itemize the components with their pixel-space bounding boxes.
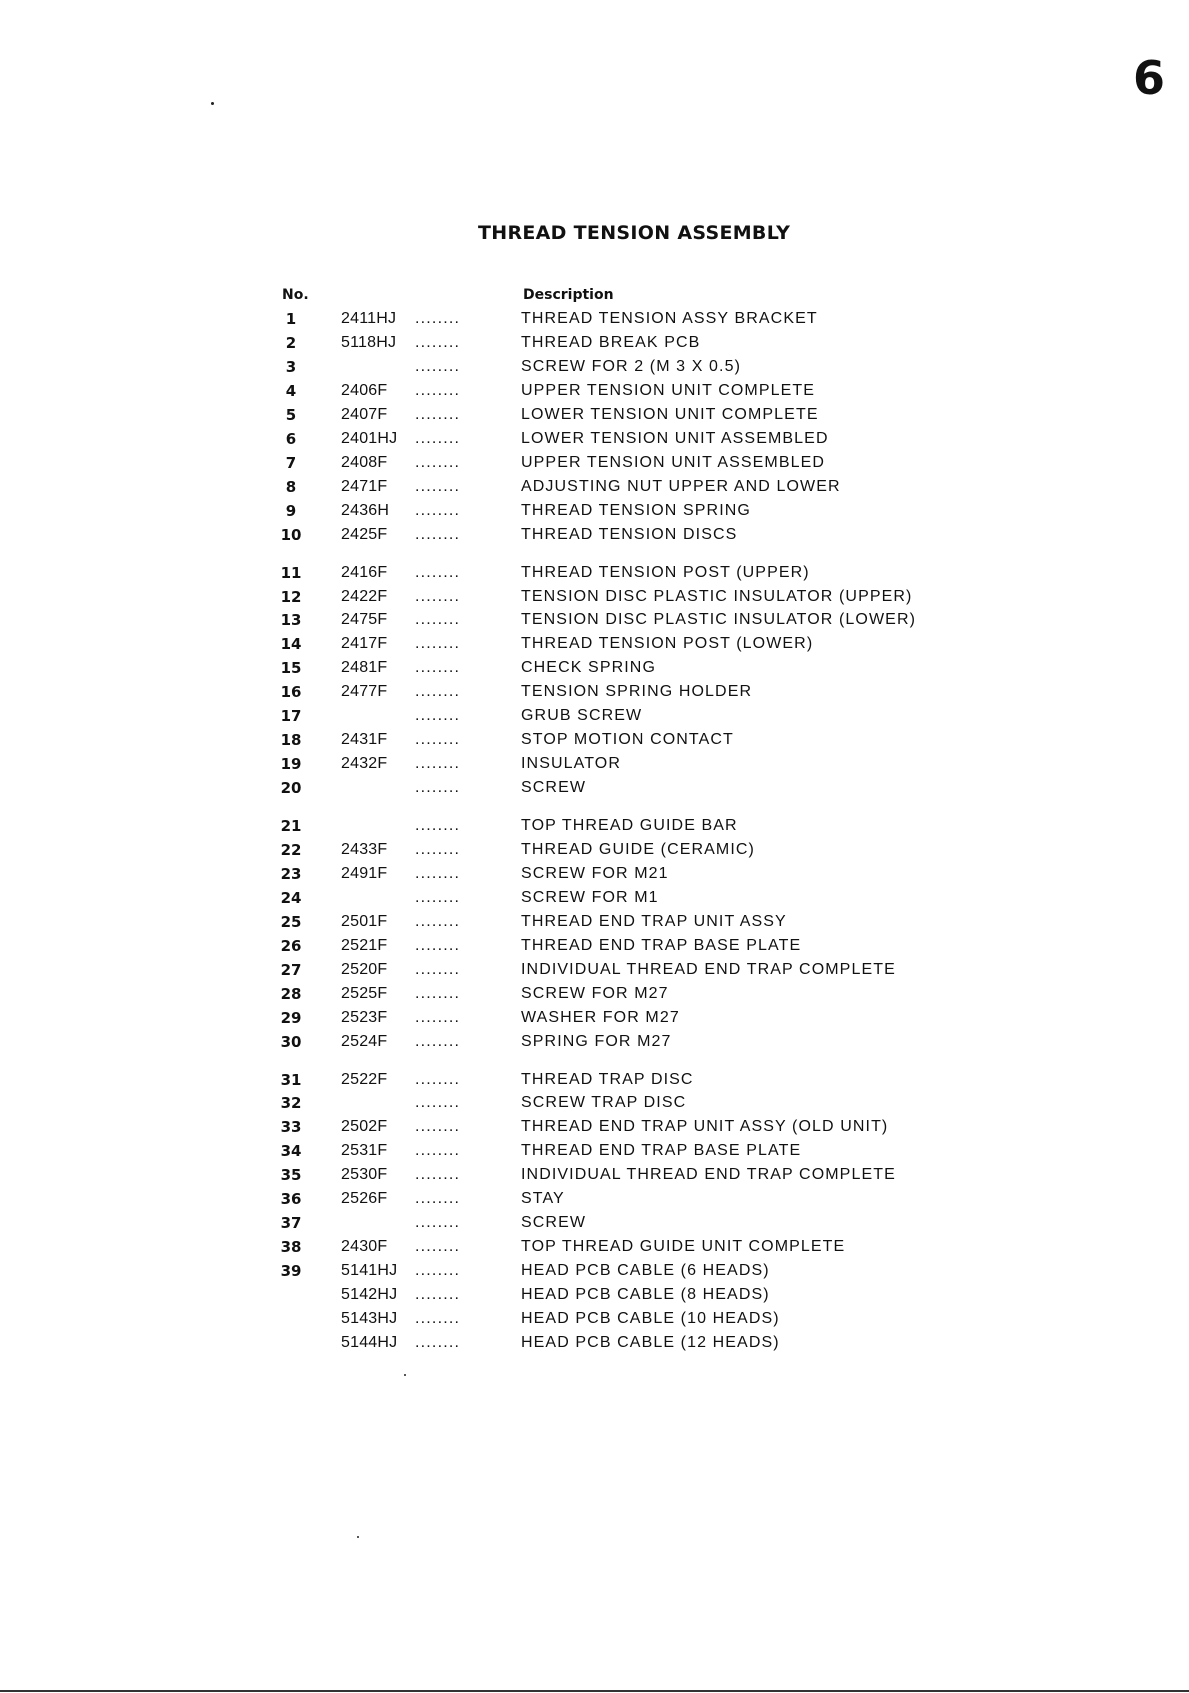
part-number: 2523F — [341, 1008, 388, 1026]
table-row — [0, 838, 1189, 862]
table-row — [0, 656, 1189, 680]
leader-dots: ........ — [415, 1214, 461, 1232]
part-description: TOP THREAD GUIDE UNIT COMPLETE — [521, 1238, 846, 1256]
item-number: 15 — [280, 659, 302, 678]
table-row — [0, 814, 1189, 838]
leader-dots: ........ — [415, 659, 461, 677]
leader-dots: ........ — [415, 453, 461, 471]
table-row — [0, 776, 1189, 800]
leader-dots: ........ — [415, 1032, 461, 1050]
table-row — [0, 1211, 1189, 1235]
part-number: 2416F — [341, 563, 388, 581]
part-description: THREAD TENSION POST (LOWER) — [521, 635, 814, 653]
item-number: 1 — [285, 310, 297, 328]
item-number: 2 — [285, 333, 297, 352]
item-number: 19 — [280, 755, 302, 774]
leader-dots: ........ — [415, 817, 461, 834]
table-row — [0, 427, 1189, 451]
leader-dots: ........ — [415, 1142, 461, 1160]
leader-dots: ........ — [415, 381, 461, 399]
leader-dots: ........ — [415, 912, 461, 930]
part-description: LOWER TENSION UNIT ASSEMBLED — [521, 429, 829, 447]
leader-dots: ........ — [415, 357, 461, 375]
table-row — [0, 982, 1189, 1006]
table-row — [0, 379, 1189, 403]
part-description: THREAD END TRAP UNIT ASSY — [521, 912, 787, 930]
column-header-no: No. — [282, 287, 309, 303]
part-number: 2481F — [341, 659, 388, 677]
leader-dots: ........ — [415, 707, 461, 725]
bottom-rule — [0, 1690, 1189, 1692]
item-number: 36 — [280, 1190, 302, 1209]
leader-dots: ........ — [415, 984, 461, 1002]
item-number: 25 — [280, 912, 302, 931]
part-description: HEAD PCB CABLE (8 HEADS) — [521, 1286, 770, 1303]
part-description: SCREW — [521, 1214, 587, 1232]
part-description: WASHER FOR M27 — [521, 1008, 680, 1026]
leader-dots: ........ — [415, 1070, 461, 1088]
table-row — [0, 307, 1189, 331]
part-description: THREAD TRAP DISC — [521, 1070, 694, 1088]
part-description: HEAD PCB CABLE (12 HEADS) — [521, 1333, 780, 1351]
item-number: 6 — [285, 429, 297, 448]
item-number: 26 — [280, 936, 302, 955]
item-number: 37 — [280, 1214, 302, 1233]
item-number: 32 — [280, 1094, 302, 1113]
leader-dots: ........ — [415, 525, 461, 543]
item-number: 22 — [280, 841, 302, 859]
item-number: 28 — [280, 984, 302, 1003]
table-row — [0, 1331, 1189, 1355]
table-row — [0, 585, 1189, 609]
table-row — [0, 1163, 1189, 1187]
item-number: 14 — [280, 635, 302, 654]
item-number: 13 — [280, 611, 302, 630]
part-number: 2408F — [341, 453, 388, 471]
leader-dots: ........ — [415, 731, 461, 749]
leader-dots: ........ — [415, 1008, 461, 1026]
leader-dots: ........ — [415, 333, 461, 351]
leader-dots: ........ — [415, 683, 461, 701]
part-number: 5141HJ — [341, 1262, 398, 1280]
leader-dots: ........ — [415, 936, 461, 954]
item-number: 21 — [280, 817, 302, 835]
part-description: CHECK SPRING — [521, 659, 656, 677]
part-description: STAY — [521, 1190, 565, 1208]
part-number: 2475F — [341, 611, 388, 629]
table-row — [0, 331, 1189, 355]
part-number: 5142HJ — [341, 1286, 398, 1303]
leader-dots: ........ — [415, 477, 461, 495]
table-row — [0, 523, 1189, 547]
item-number: 3 — [285, 357, 297, 376]
part-description: TENSION DISC PLASTIC INSULATOR (LOWER) — [521, 611, 917, 629]
part-description: STOP MOTION CONTACT — [521, 731, 734, 749]
part-description: INDIVIDUAL THREAD END TRAP COMPLETE — [521, 1166, 896, 1184]
part-description: SPRING FOR M27 — [521, 1032, 672, 1050]
table-row — [0, 752, 1189, 776]
part-description: THREAD GUIDE (CERAMIC) — [521, 841, 755, 858]
item-number: 20 — [280, 779, 302, 797]
part-description: THREAD END TRAP BASE PLATE — [521, 1142, 802, 1160]
part-number: 2422F — [341, 587, 388, 605]
part-number: 2502F — [341, 1118, 388, 1136]
part-description: TOP THREAD GUIDE BAR — [521, 817, 738, 834]
part-description: ADJUSTING NUT UPPER AND LOWER — [521, 477, 841, 495]
table-row — [0, 728, 1189, 752]
item-number: 10 — [280, 525, 302, 544]
part-number: 2521F — [341, 936, 388, 954]
part-description: LOWER TENSION UNIT COMPLETE — [521, 405, 819, 423]
part-description: UPPER TENSION UNIT ASSEMBLED — [521, 453, 826, 471]
part-number: 2407F — [341, 405, 388, 423]
table-row — [0, 451, 1189, 475]
table-row — [0, 608, 1189, 632]
part-description: SCREW FOR M21 — [521, 864, 669, 882]
item-number: 5 — [285, 405, 297, 424]
part-number: 2530F — [341, 1166, 388, 1184]
table-row — [0, 1259, 1189, 1283]
table-row — [0, 1187, 1189, 1211]
part-number: 2430F — [341, 1238, 388, 1256]
leader-dots: ........ — [415, 864, 461, 882]
leader-dots: ........ — [415, 501, 461, 519]
item-number: 24 — [280, 888, 302, 907]
part-number: 2491F — [341, 864, 388, 882]
item-number: 23 — [280, 864, 302, 883]
leader-dots: ........ — [415, 635, 461, 653]
leader-dots: ........ — [415, 587, 461, 605]
part-description: INSULATOR — [521, 755, 621, 773]
table-row — [0, 1139, 1189, 1163]
table-row — [0, 862, 1189, 886]
table-row — [0, 1030, 1189, 1054]
part-description: THREAD TENSION SPRING — [521, 501, 751, 519]
part-number: 5144HJ — [341, 1333, 398, 1351]
part-number: 2417F — [341, 635, 388, 653]
table-row — [0, 355, 1189, 379]
part-number: 2525F — [341, 984, 388, 1002]
part-number: 2411HJ — [341, 310, 397, 327]
table-row — [0, 632, 1189, 656]
part-number: 2432F — [341, 755, 388, 773]
part-description: GRUB SCREW — [521, 707, 643, 725]
table-row — [0, 680, 1189, 704]
item-number: 17 — [280, 707, 302, 726]
part-number: 2433F — [341, 841, 388, 858]
item-number: 8 — [285, 477, 297, 496]
part-number: 2524F — [341, 1032, 388, 1050]
item-number: 38 — [280, 1238, 302, 1257]
part-number: 2436H — [341, 501, 390, 519]
item-number: 12 — [280, 587, 302, 606]
item-number: 30 — [280, 1032, 302, 1051]
item-number: 27 — [280, 960, 302, 979]
part-description: SCREW FOR 2 (M 3 X 0.5) — [521, 357, 741, 375]
leader-dots: ........ — [415, 779, 461, 796]
part-number: 2520F — [341, 960, 388, 978]
part-description: THREAD END TRAP BASE PLATE — [521, 936, 802, 954]
part-number: 2431F — [341, 731, 388, 749]
leader-dots: ........ — [415, 1118, 461, 1136]
item-number: 16 — [280, 683, 302, 702]
leader-dots: ........ — [415, 1094, 461, 1112]
table-row — [0, 1091, 1189, 1115]
table-row — [0, 934, 1189, 958]
leader-dots: ........ — [415, 310, 461, 327]
part-number: 2425F — [341, 525, 388, 543]
item-number: 9 — [285, 501, 297, 520]
part-number: 2471F — [341, 477, 388, 495]
leader-dots: ........ — [415, 1310, 461, 1327]
part-description: TENSION SPRING HOLDER — [521, 683, 753, 701]
table-row — [0, 910, 1189, 934]
part-description: SCREW TRAP DISC — [521, 1094, 687, 1112]
item-number: 33 — [280, 1118, 302, 1137]
table-row — [0, 958, 1189, 982]
part-number: 2406F — [341, 381, 388, 399]
leader-dots: ........ — [415, 405, 461, 423]
table-row — [0, 886, 1189, 910]
table-row — [0, 561, 1189, 585]
leader-dots: ........ — [415, 563, 461, 581]
part-description: THREAD END TRAP UNIT ASSY (OLD UNIT) — [521, 1118, 889, 1136]
table-row — [0, 499, 1189, 523]
leader-dots: ........ — [415, 1333, 461, 1351]
table-row — [0, 1006, 1189, 1030]
table-row — [0, 1115, 1189, 1139]
leader-dots: ........ — [415, 960, 461, 978]
table-row — [0, 1068, 1189, 1092]
leader-dots: ........ — [415, 1238, 461, 1256]
leader-dots: ........ — [415, 1166, 461, 1184]
table-row — [0, 1235, 1189, 1259]
item-number: 7 — [285, 453, 297, 472]
table-row — [0, 1283, 1189, 1307]
part-description: SCREW FOR M27 — [521, 984, 669, 1002]
part-description: THREAD TENSION POST (UPPER) — [521, 563, 810, 581]
leader-dots: ........ — [415, 1262, 461, 1280]
item-number: 29 — [280, 1008, 302, 1027]
table-row — [0, 403, 1189, 427]
part-description: THREAD TENSION ASSY BRACKET — [521, 310, 818, 327]
table-row — [0, 1307, 1189, 1331]
part-number: 2531F — [341, 1142, 388, 1160]
table-row — [0, 475, 1189, 499]
part-number: 2501F — [341, 912, 388, 930]
part-number: 5143HJ — [341, 1310, 398, 1327]
item-number: 4 — [285, 381, 297, 400]
item-number: 35 — [280, 1166, 302, 1185]
leader-dots: ........ — [415, 1286, 461, 1303]
part-number: 2401HJ — [341, 429, 398, 447]
item-number: 34 — [280, 1142, 302, 1161]
part-description: SCREW — [521, 779, 587, 796]
part-description: SCREW FOR M1 — [521, 888, 659, 906]
part-description: HEAD PCB CABLE (6 HEADS) — [521, 1262, 770, 1280]
page-number: 6 — [1133, 51, 1166, 105]
part-description: HEAD PCB CABLE (10 HEADS) — [521, 1310, 780, 1327]
part-number: 2526F — [341, 1190, 388, 1208]
leader-dots: ........ — [415, 888, 461, 906]
part-number: 5118HJ — [341, 333, 397, 351]
part-description: THREAD TENSION DISCS — [521, 525, 738, 543]
page-title: THREAD TENSION ASSEMBLY — [478, 222, 791, 244]
part-description: THREAD BREAK PCB — [521, 333, 701, 351]
item-number: 11 — [280, 563, 302, 582]
leader-dots: ........ — [415, 1190, 461, 1208]
leader-dots: ........ — [415, 611, 461, 629]
column-header-description: Description — [523, 287, 614, 303]
part-number: 2477F — [341, 683, 388, 701]
leader-dots: ........ — [415, 841, 461, 858]
part-number: 2522F — [341, 1070, 388, 1088]
part-description: INDIVIDUAL THREAD END TRAP COMPLETE — [521, 960, 896, 978]
part-description: UPPER TENSION UNIT COMPLETE — [521, 381, 816, 399]
leader-dots: ........ — [415, 429, 461, 447]
part-description: TENSION DISC PLASTIC INSULATOR (UPPER) — [521, 587, 913, 605]
table-row — [0, 704, 1189, 728]
leader-dots: ........ — [415, 755, 461, 773]
item-number: 39 — [280, 1262, 302, 1281]
item-number: 18 — [280, 731, 302, 750]
item-number: 31 — [280, 1070, 302, 1089]
